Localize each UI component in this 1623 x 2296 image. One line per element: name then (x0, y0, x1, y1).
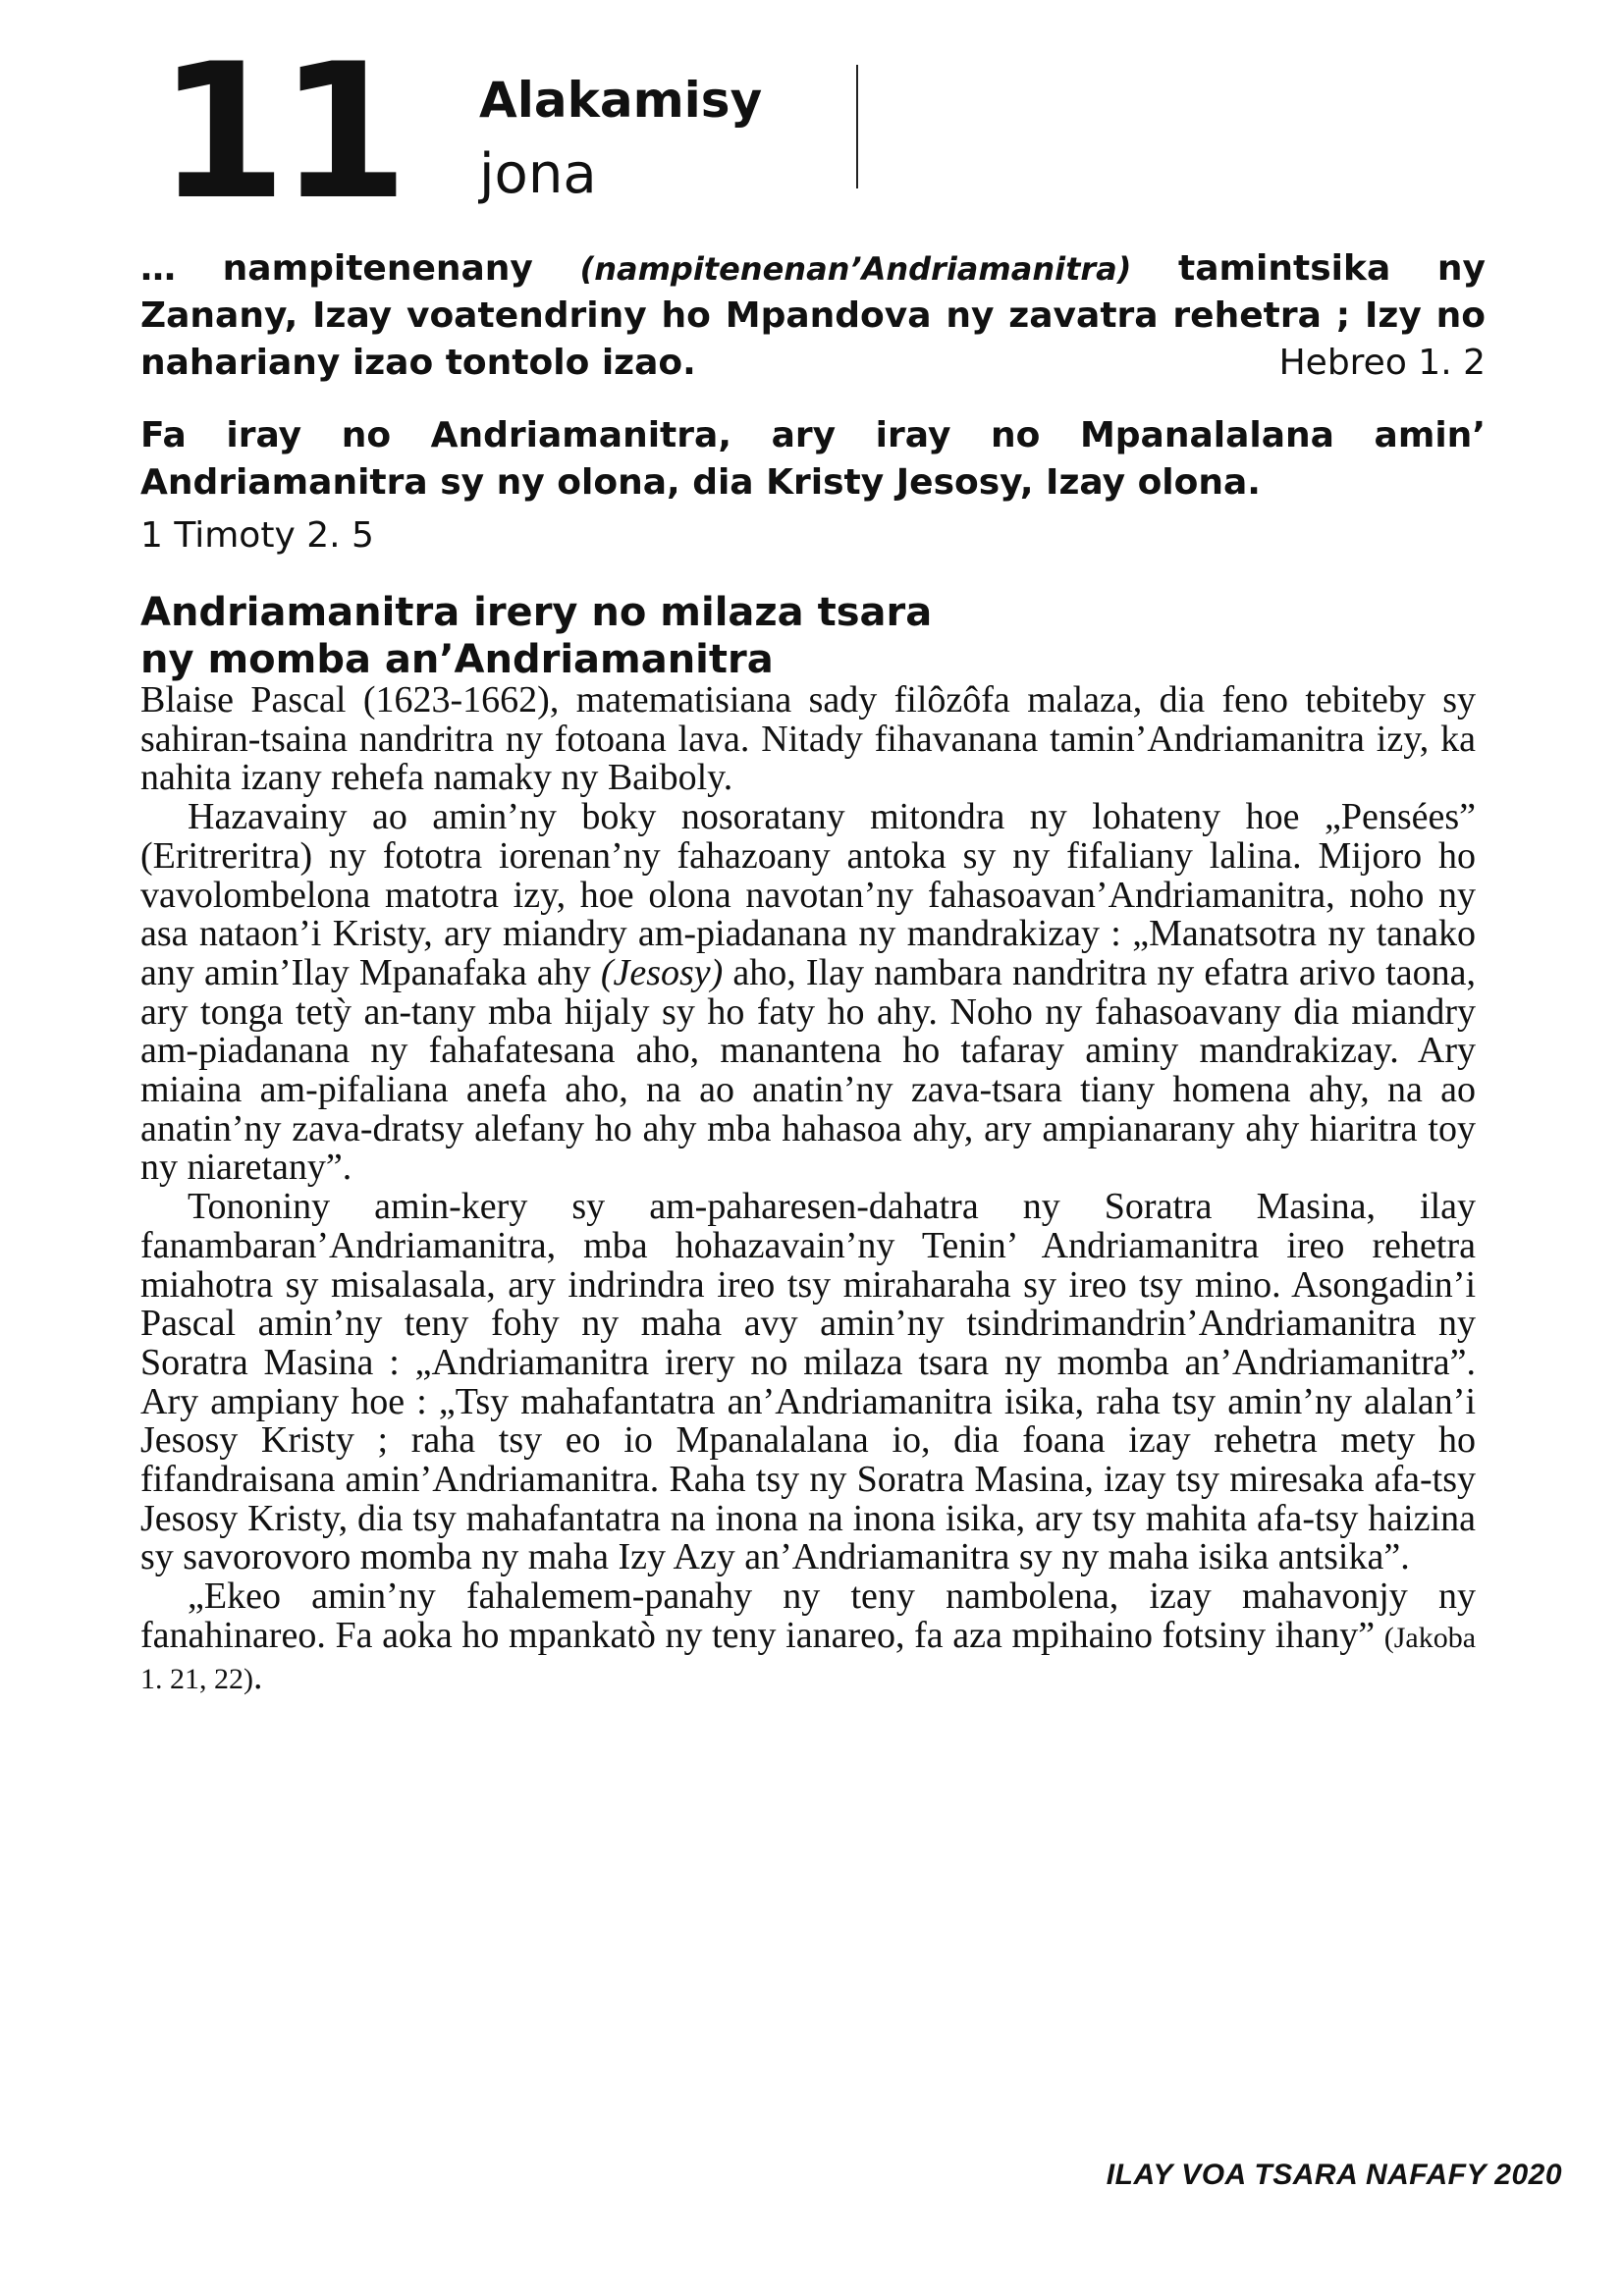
article-title-line-1: Andriamanitra irery no milaza tsara (140, 590, 933, 635)
verse-first-reference: Hebreo 1. 2 (1278, 343, 1486, 383)
article-paragraph-4 (140, 1577, 1476, 1698)
day-number: 11 (157, 24, 402, 240)
article-paragraph-3: Tononiny amin-kery sy am-paharesen-dahatra ny Soratra Masina, ilay fanambaran’Andriamanitra, mba hohazavain’ny Tenin’ Andriamanitra ireo rehetra miahotra sy misalasala, ary indrindra ireo tsy miraharaha sy ireo tsy mino. Asongadin’i Pascal amin’ny teny fohy ny maha avy amin’ny tsindrimandrin’Andriamanitra ny Soratra Masina : „Andriamanitra irery no milaza tsara ny momba an’Andriamanitra”. Ary ampiany hoe : „Tsy mahafantatra an’Andriamanitra isika, raha tsy amin’ny alalan’i Jesosy Kristy ; raha tsy eo io Mpanalalana io, dia foana izay rehetra mety ho fifandraisana amin’Andriamanitra. Raha tsy ny Soratra Masina, izay tsy miresaka afa-tsy Jesosy Kristy, dia tsy mahafantatra na inona na inona isika, ary tsy mahita afa-tsy haizina sy savorovoro momba ny maha Izy Azy an’Andriamanitra sy ny maha isika antsika”. (140, 1186, 1476, 1578)
publication-footer: ILAY VOA TSARA NAFAFY 2020 (1106, 2159, 1562, 2191)
month-name: jona (479, 142, 597, 206)
verse-first-text-after: tamintsika ny Zanany, Izay voatendriny ho Mpandova ny zavatra rehetra ; Izy no nahariany izao tontolo izao. (140, 248, 1487, 383)
verse-first-note: (nampitenenan’Andriamanitra) (579, 250, 1132, 288)
article-title-line-2: ny momba an’Andriamanitra (140, 637, 774, 682)
article-paragraph-4-end: . (253, 1655, 263, 1697)
article-paragraph-2-italic: (Jesosy) (600, 951, 724, 993)
header-divider (856, 65, 858, 188)
article-paragraph-2-end: aho, Ilay nambara nandritra ny efatra arivo taona, ary tonga tetỳ an-tany mba hijaly sy ho faty ho ahy. Noho ny fahasoavany dia miandry am-piadanana ny fahafatesana aho, manantena ho tafaray aminy mandrakizay. Ary miaina am-pifaliana anefa aho, na ao anatin’ny zava-tsara tiany homena ahy, na ao anatin’ny zava-dratsy alefany ho ahy mba hahasoa ahy, ary ampianarany ahy hiaritra toy ny niaretany”. (140, 951, 1476, 1189)
article-title (140, 589, 1486, 683)
verse-second: Fa iray no Andriamanitra, ary iray no Mpanalalana amin’ Andriamanitra sy ny olona, dia Kristy Jesosy, Izay olona. (140, 415, 1486, 503)
article-paragraph-4-reference: (Jakoba 1. 21, 22) (140, 1621, 1477, 1695)
article-paragraph-1: Blaise Pascal (1623-1662), matematisiana sady filôzôfa malaza, dia feno tebiteby sy sahiran-tsaina nandritra ny fotoana lava. Nitady fihavanana tamin’Andriamanitra izy, ka nahita izany rehefa namaky ny Baiboly. (140, 679, 1476, 799)
day-name: Alakamisy (479, 72, 763, 129)
article-body (140, 681, 1476, 1698)
article-paragraph-2 (140, 798, 1476, 1188)
verse-first (140, 245, 1486, 387)
article-paragraph-4-text: „Ekeo amin’ny fahalemem-panahy ny teny nambolena, izay mahavonjy ny fanahinareo. Fa aoka ho mpankatò ny teny ianareo, fa aza mpihaino fotsiny ihany” (140, 1575, 1476, 1656)
article-paragraph-2-start: Hazavainy ao amin’ny boky nosoratany mitondra ny lohateny hoe „Pensées” (Eritreritra) ny fototra iorenan’ny fahazoany antoka sy ny fifaliany lalina. Mijoro ho vavolombelona matotra izy, hoe olona navotan’ny fahasoavan’Andriamanitra, noho ny asa nataon’i Kristy, ary miandry am-piadanana ny mandrakizay : „Manatsotra ny tanako any amin’Ilay Mpanafaka ahy (140, 796, 1476, 993)
verse-second-reference: 1 Timoty 2. 5 (140, 515, 374, 556)
verse-first-text-before: … nampitenenany (140, 248, 580, 289)
